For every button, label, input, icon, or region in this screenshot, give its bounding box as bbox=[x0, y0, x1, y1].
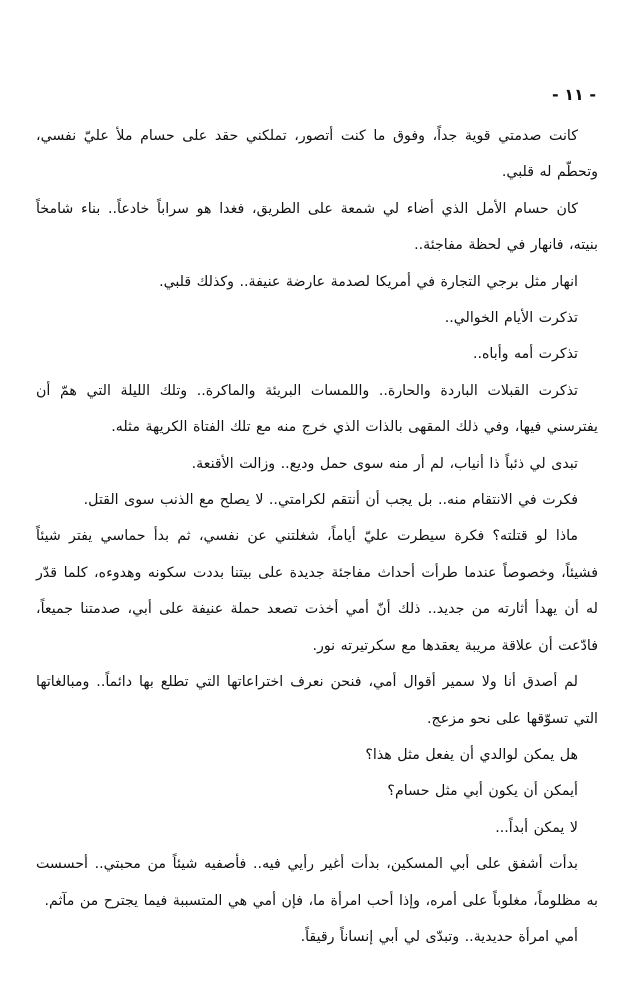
paragraph: تذكرت القبلات الباردة والحارة.. واللمسات البريئة والماكرة.. وتلك الليلة التي همّ أن يفترسني فيها، وفي ذلك المقهى بالذات الذي خرج منه مع تلك الفتاة الكريهة مثله. bbox=[36, 382, 598, 436]
paragraph: أيمكن أن يكون أبي مثل حسام؟ bbox=[387, 783, 578, 800]
paragraph: لا يمكن أبداً... bbox=[495, 819, 578, 836]
paragraph: هل يمكن لوالدي أن يفعل مثل هذا؟ bbox=[365, 746, 578, 763]
paragraph: لم أصدق أنا ولا سمير أقوال أمي، فنحن نعرف اختراعاتها التي تطلع بها دائماً.. ومبالغاتها التي تسوّقها على نحو مزعج. bbox=[36, 674, 598, 727]
paragraph: كانت صدمتي قوية جداً، وفوق ما كنت أتصور، تملكني حقد على حسام ملأ عليّ نفسي، وتحطّم له قلبي. bbox=[36, 128, 598, 181]
page-body-text bbox=[36, 118, 598, 955]
paragraph: بدأت أشفق على أبي المسكين، بدأت أغير رأيي فيه.. فأصفيه شيئاً من محبتي.. أحسست به مظلوماً، مغلوباً على أمره، وإذا أحب امرأة ما، فإن أمي هي المتسببة فيما يجترح من مآثم. bbox=[36, 856, 598, 909]
paragraph: تذكرت أمه وأباه.. bbox=[472, 346, 578, 363]
paragraph: ماذا لو قتلته؟ فكرة سيطرت عليّ أياماً، شغلتني عن نفسي، ثم بدأ حماسي يفتر شيئاً فشيئاً، وخصوصاً عندما طرأت أحداث مفاجئة جديدة على بيتنا بددت سكونه وهدوءه، كلما قدّر له أن يهدأ أثارته من جديد.. ذلك أنّ أمي أخذت تصعد حملة عنيفة على أبي، صدمتنا جميعاً، فادّعت أن علاقة مريبة يعقدها مع سكرتيرته نور. bbox=[36, 528, 598, 654]
paragraph: تبدى لي ذئباً ذا أنياب، لم أر منه سوى حمل وديع.. وزالت الأقنعة. bbox=[191, 455, 578, 472]
paragraph: أمي امرأة حديدية.. وتبدّى لي أبي إنساناً رقيقاً. bbox=[300, 928, 578, 945]
paragraph: فكرت في الانتقام منه.. بل يجب أن أنتقم لكرامتي.. لا يصلح مع الذنب سوى القتل. bbox=[83, 492, 578, 509]
paragraph: انهار مثل برجي التجارة في أمريكا لصدمة عارضة عنيفة.. وكذلك قلبي. bbox=[159, 273, 578, 290]
paragraph: تذكرت الأيام الخوالي.. bbox=[444, 310, 578, 327]
page-number: - ١١ - bbox=[552, 85, 596, 104]
paragraph: كان حسام الأمل الذي أضاء لي شمعة على الطريق، فغدا هو سراباً خادعاً.. بناء شامخاً بنيته، فانهار في لحظة مفاجئة.. bbox=[36, 200, 598, 254]
